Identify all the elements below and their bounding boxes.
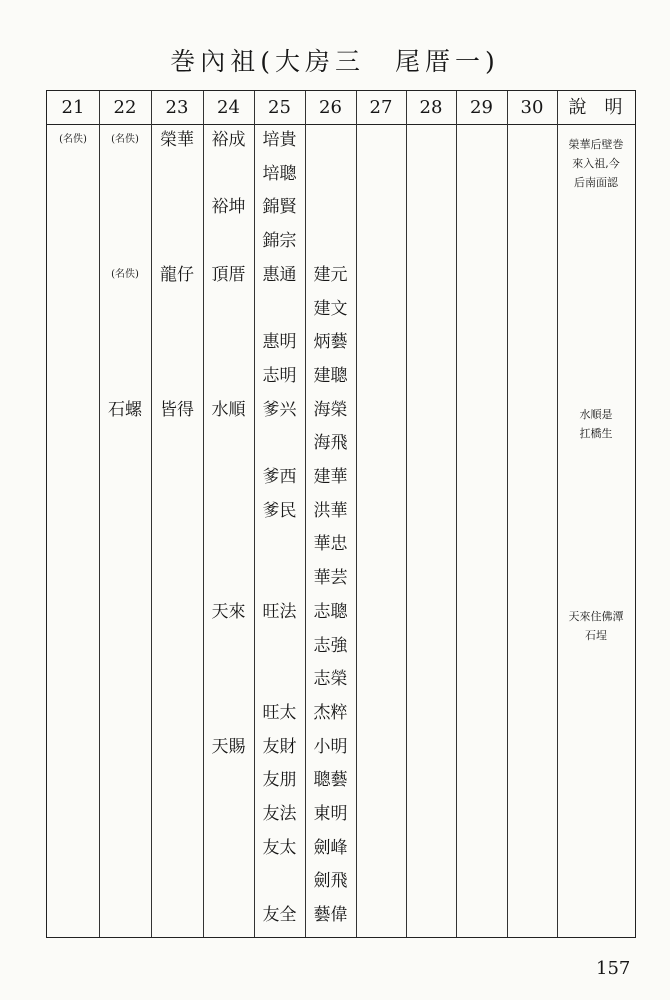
genealogy-entry: 志榮: [313, 669, 348, 690]
genealogy-entry: 錦賢: [262, 197, 297, 218]
column-header: 28: [419, 97, 443, 118]
genealogy-entry: 華忠: [313, 534, 348, 555]
genealogy-entry: 水順: [211, 399, 246, 420]
column-rule: [151, 91, 152, 937]
genealogy-entry: 志聰: [313, 601, 348, 622]
genealogy-entry: 友財: [262, 736, 297, 757]
column-rule: [507, 91, 508, 937]
genealogy-entry: (名佚): [111, 268, 139, 280]
genealogy-entry: (名佚): [59, 134, 87, 145]
genealogy-entry: 海飛: [313, 433, 348, 454]
genealogy-entry: 海榮: [313, 399, 348, 420]
genealogy-entry: 爹兴: [262, 399, 297, 420]
genealogy-entry: 培聰: [262, 163, 297, 184]
genealogy-entry: 建文: [313, 298, 348, 319]
column-rule: [356, 91, 357, 937]
column-rule: [456, 91, 457, 937]
column-header: 27: [369, 97, 393, 118]
genealogy-entry: 友全: [262, 905, 297, 926]
genealogy-entry: 華芸: [313, 568, 348, 589]
genealogy-entry: 建聰: [313, 365, 348, 386]
genealogy-entry: 龍仔: [160, 264, 194, 285]
genealogy-entry: 天來: [211, 601, 246, 622]
genealogy-entry: 劍峰: [313, 837, 348, 858]
genealogy-entry: 東明: [313, 804, 348, 824]
genealogy-entry: 旺太: [262, 702, 297, 723]
genealogy-entry: 藝偉: [313, 905, 348, 926]
column-header: 25: [268, 97, 291, 118]
genealogy-entry: 頂厝: [211, 264, 246, 285]
genealogy-entry: 友太: [262, 837, 297, 858]
genealogy-table: [46, 90, 636, 938]
page-title: 巻內祖(大房三 尾厝一): [170, 47, 500, 76]
genealogy-entry: 爹西: [262, 467, 297, 487]
column-header: 24: [217, 97, 240, 118]
genealogy-entry: 劍飛: [313, 871, 348, 892]
column-header: 22: [113, 97, 137, 118]
genealogy-entry: 天賜: [211, 736, 246, 757]
note-line: 天來住佛潭: [568, 609, 624, 623]
column-header: 30: [520, 97, 544, 118]
genealogy-entry: 友法: [262, 804, 297, 824]
genealogy-entry: 聰藝: [313, 770, 348, 791]
genealogy-entry: 裕成: [211, 130, 246, 150]
note-line: 石埕: [585, 628, 607, 642]
column-header: 21: [61, 97, 85, 118]
note-line: 榮華后壁巻: [568, 138, 624, 151]
explanation-note: [535, 405, 657, 443]
genealogy-entry: 建華: [313, 467, 348, 487]
column-rule: [99, 91, 100, 937]
genealogy-entry: 炳藝: [313, 332, 348, 353]
genealogy-entry: 惠通: [262, 264, 297, 285]
note-line: 來入祖,今: [572, 157, 620, 170]
note-line: 后南面認: [574, 176, 618, 189]
genealogy-entry: 榮華: [160, 130, 194, 150]
genealogy-entry: 建元: [313, 264, 348, 285]
explanation-note: [535, 607, 657, 645]
page-number: 157: [596, 958, 631, 979]
column-header: 26: [319, 97, 342, 118]
genealogy-entry: 洪華: [313, 500, 348, 521]
genealogy-entry: 錦宗: [262, 231, 297, 252]
column-rule: [406, 91, 407, 937]
genealogy-entry: 惠明: [262, 332, 297, 353]
genealogy-entry: 皆得: [160, 399, 194, 420]
column-header: 23: [165, 97, 189, 118]
explanation-note: [535, 135, 657, 192]
column-rule: [557, 91, 558, 937]
header-rule: [47, 124, 635, 125]
genealogy-entry: 裕坤: [211, 197, 246, 218]
genealogy-entry: 友朋: [262, 770, 297, 791]
genealogy-entry: 石螺: [108, 399, 142, 420]
genealogy-entry: 培貴: [262, 130, 297, 150]
genealogy-entry: 杰粹: [313, 702, 348, 723]
genealogy-entry: 爹民: [262, 500, 297, 521]
genealogy-entry: 小明: [313, 736, 348, 757]
column-header: 29: [470, 97, 493, 118]
genealogy-entry: 志強: [313, 635, 348, 656]
note-line: 扛橋生: [579, 426, 613, 440]
column-header: 說 明: [568, 97, 623, 118]
note-line: 水順是: [579, 407, 613, 421]
genealogy-entry: 志明: [262, 365, 297, 386]
genealogy-entry: (名佚): [111, 134, 139, 145]
genealogy-entry: 旺法: [262, 601, 297, 622]
